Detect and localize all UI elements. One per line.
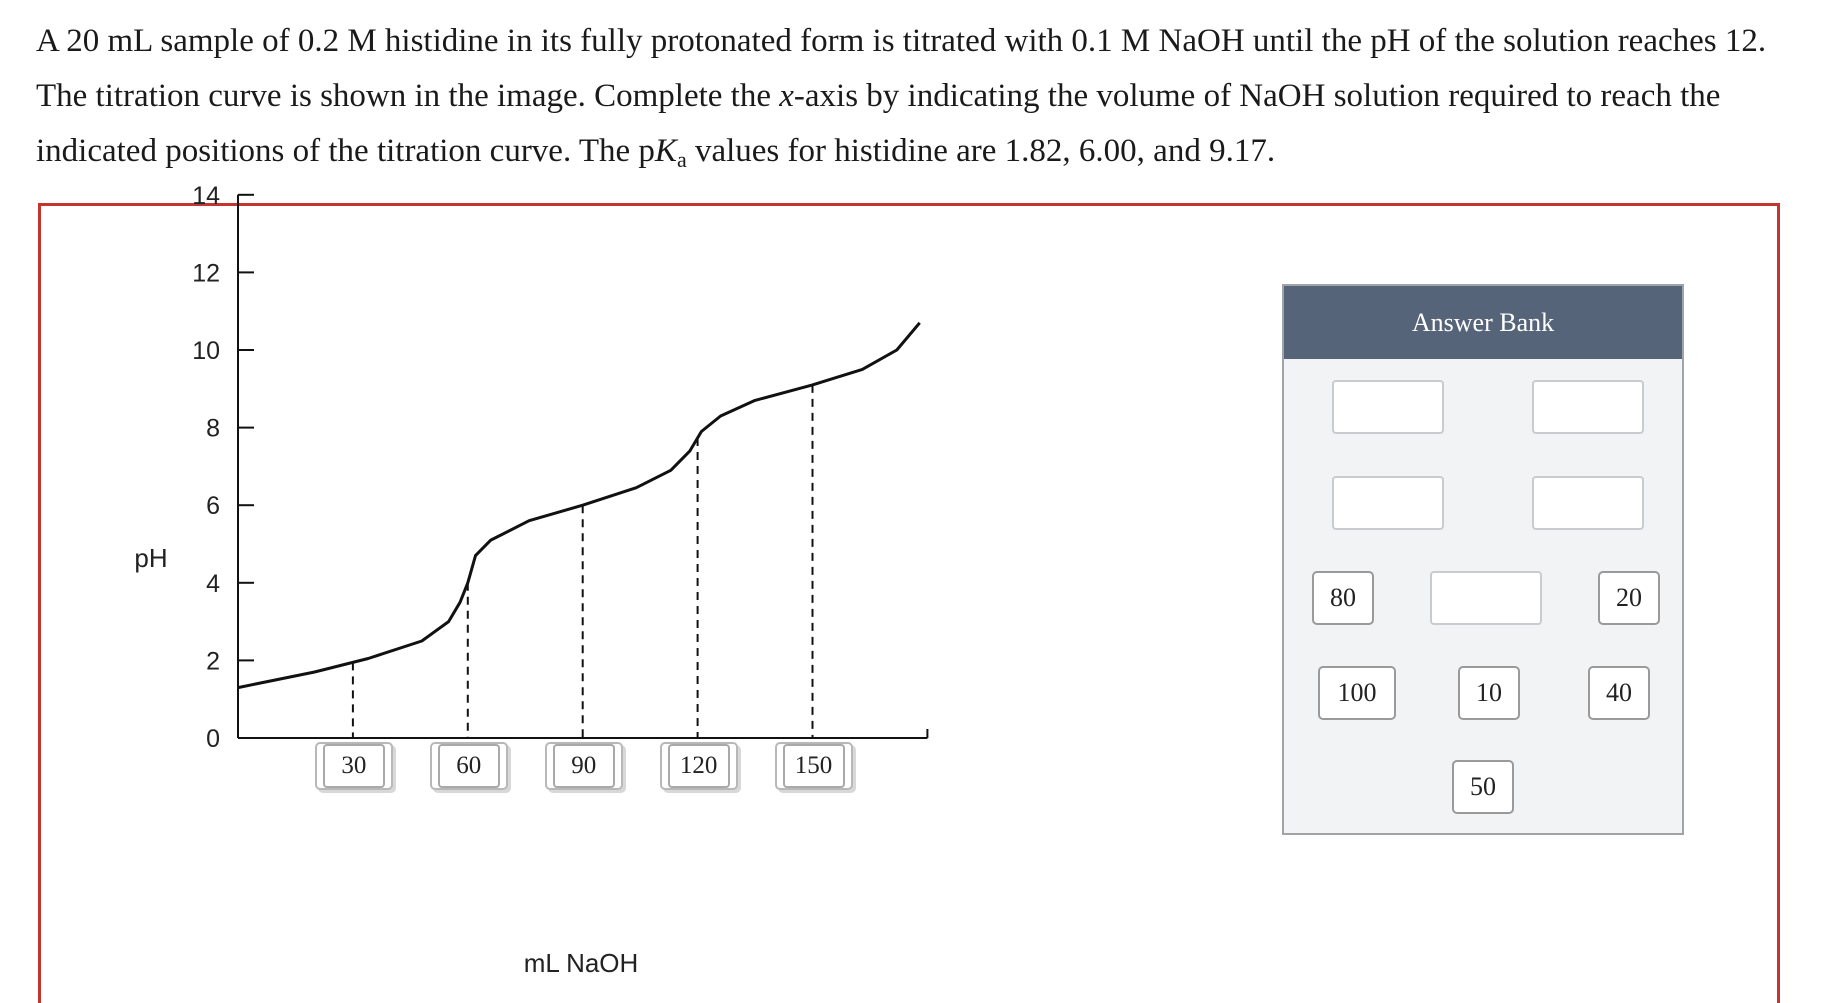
answer-bank-header: Answer Bank	[1284, 286, 1682, 359]
bank-empty-slot[interactable]	[1532, 476, 1644, 530]
x-answer-value: 120	[668, 744, 730, 788]
x-answer-value: 150	[783, 744, 845, 788]
bank-empty-slot[interactable]	[1532, 380, 1644, 434]
y-tick-label: 2	[206, 647, 220, 676]
y-tick-label: 10	[192, 337, 220, 365]
y-tick-label: 12	[192, 259, 220, 288]
answer-bank	[1282, 284, 1684, 835]
x-answer-slot[interactable]	[775, 742, 853, 790]
answer-tile[interactable]: 100	[1318, 666, 1396, 720]
x-answer-value: 90	[553, 744, 615, 788]
titration-curve	[238, 323, 920, 688]
titration-chart	[41, 181, 1041, 986]
bank-empty-slot[interactable]	[1332, 476, 1444, 530]
x-answer-value: 30	[323, 744, 385, 788]
bank-empty-slot[interactable]	[1332, 380, 1444, 434]
y-tick-label: 4	[206, 569, 220, 598]
titration-curve-line	[238, 323, 920, 688]
y-axis-title: pH	[134, 543, 168, 573]
question-text: A 20 mL sample of 0.2 M histidine in its fully protonated form is titrated with 0.1 M NaOH until the pH of the solution reaches 12. The titration curve is shown in the image. Complete the x-axis by indicating the volume of NaOH solution required to reach the indicated positions of the titration curve. The $pK_a$ values for histidine are 1.82, 6.00, and 9.17.	[36, 23, 1767, 172]
answer-tile[interactable]: 20	[1598, 571, 1660, 625]
x-answer-value: 60	[438, 744, 500, 788]
answer-tile[interactable]: 10	[1458, 666, 1520, 720]
y-tick-label: 0	[206, 725, 220, 753]
y-axis	[192, 182, 254, 753]
dashed-guides	[353, 385, 813, 738]
bank-empty-slot[interactable]	[1430, 571, 1542, 625]
answer-tile[interactable]: 50	[1452, 760, 1514, 814]
answer-tile[interactable]: 40	[1588, 666, 1650, 720]
y-tick-label: 6	[206, 492, 220, 521]
x-axis-title: mL NaOH	[523, 948, 639, 978]
answer-tile[interactable]: 80	[1312, 571, 1374, 625]
y-tick-label: 8	[206, 414, 220, 443]
x-answer-slot[interactable]	[545, 742, 623, 790]
y-tick-label: 14	[192, 181, 220, 210]
x-answer-slot[interactable]	[430, 742, 508, 790]
x-answer-slot[interactable]	[315, 742, 393, 790]
x-answer-slot[interactable]	[660, 742, 738, 790]
